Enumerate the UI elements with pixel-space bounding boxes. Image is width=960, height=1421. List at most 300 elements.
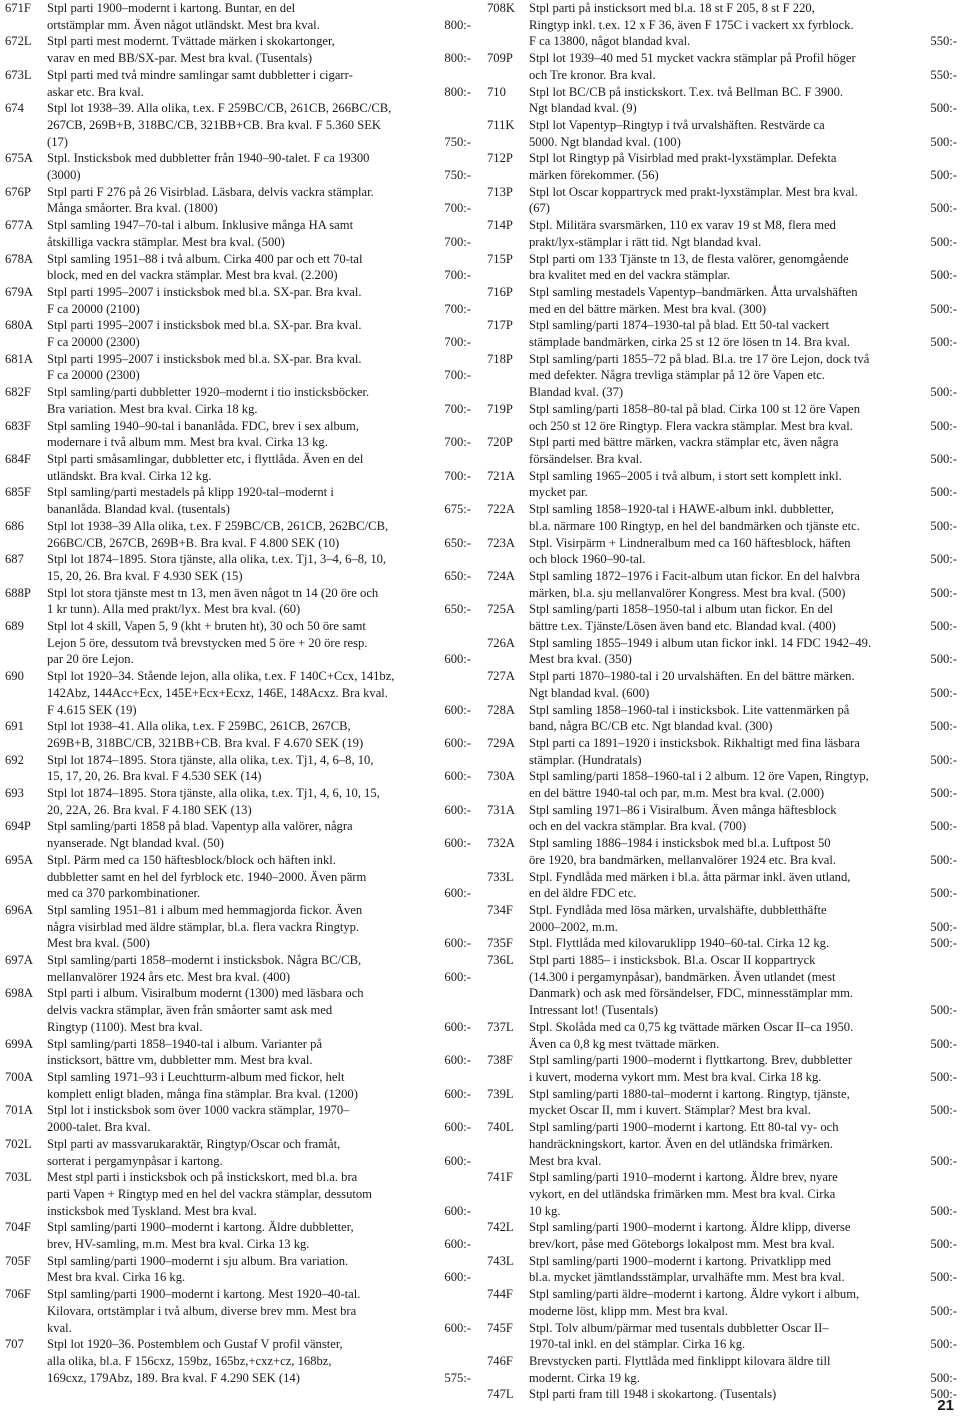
lot-entry	[487, 702, 957, 735]
lot-description	[47, 1253, 471, 1286]
lot-text: Stpl samling 1940–90-tal i bananlåda. FDC, brev i sex album,	[47, 418, 360, 433]
lot-line	[47, 985, 471, 1002]
lot-line	[47, 702, 471, 719]
lot-entry	[5, 518, 471, 551]
lot-description	[47, 317, 471, 350]
lot-number: 735F	[487, 936, 513, 951]
lot-line	[47, 1219, 471, 1236]
lot-description	[47, 184, 471, 217]
lot-line	[529, 651, 957, 668]
lot-price: 700:-	[444, 268, 471, 283]
left-column	[5, 0, 471, 1386]
lot-line	[529, 668, 957, 685]
lot-number: 726A	[487, 635, 515, 650]
lot-number: 737L	[487, 1019, 514, 1034]
lot-description	[529, 1219, 957, 1252]
lot-text: Stpl parti ca 1891–1920 i insticksbok. Rikhaltigt med fina läsbara	[529, 735, 860, 750]
lot-number: 674	[5, 101, 24, 116]
lot-line	[529, 1052, 957, 1069]
lot-text: Stpl parti 1885– i insticksbok. Bl.a. Oscar II koppartryck	[529, 953, 816, 968]
lot-text: brev, HV-samling, m.m. Mest bra kval. Cirka 13 kg.	[47, 1237, 310, 1252]
lot-text: Stpl samling/parti 1900–modernt i flyttkartong. Brev, dubbletter	[529, 1053, 853, 1068]
lot-description	[47, 351, 471, 384]
lot-text: Stpl lot Vapentyp–Ringtyp i två urvalshäften. Restvärde ca	[529, 117, 825, 132]
lot-number: 708K	[487, 1, 515, 15]
lot-text: Även ca 0,8 kg mest tvättade märken.	[529, 1036, 720, 1051]
lot-text: F ca 13800, något blandad kval.	[529, 34, 691, 49]
lot-number: 680A	[5, 318, 33, 333]
lot-description	[47, 451, 471, 484]
lot-text: Stpl samling 1951–88 i två album. Cirka 400 par och ett 70-tal	[47, 251, 363, 266]
lot-line	[529, 835, 957, 852]
lot-description	[47, 150, 471, 183]
lot-line	[529, 418, 957, 435]
lot-text: i kuvert, moderna vykort mm. Mest bra kval. Cirka 18 kg.	[529, 1070, 822, 1084]
lot-price: 600:-	[444, 1086, 471, 1101]
lot-line	[47, 1269, 471, 1286]
lot-line	[529, 551, 957, 568]
lot-line	[529, 885, 957, 902]
lot-text: Stpl. Skolåda med ca 0,75 kg tvättade märken Oscar II–ca 1950.	[529, 1019, 854, 1034]
lot-line	[47, 969, 471, 986]
lot-number: 711K	[487, 117, 515, 132]
lot-text: med ca 370 parkombinationer.	[47, 886, 201, 901]
lot-number: 723A	[487, 535, 515, 550]
lot-entry	[487, 0, 957, 50]
lot-description	[529, 284, 957, 317]
lot-number: 731A	[487, 802, 515, 817]
lot-price: 500:-	[930, 1153, 957, 1168]
lot-price: 600:-	[444, 1019, 471, 1034]
lot-description	[529, 317, 957, 350]
lot-text: Bra variation. Mest bra kval. Cirka 18 kg.	[47, 401, 258, 416]
lot-price: 800:-	[444, 51, 471, 66]
lot-entry	[487, 1169, 957, 1219]
lot-description	[47, 1136, 471, 1169]
lot-price: 600:-	[444, 969, 471, 984]
lot-line	[529, 1019, 957, 1036]
lot-description	[529, 184, 957, 217]
lot-description	[47, 1286, 471, 1336]
lot-line	[529, 0, 957, 17]
lot-entry	[5, 284, 471, 317]
lot-number: 716P	[487, 284, 513, 299]
lot-number: 733L	[487, 869, 514, 884]
lot-text: Stpl. Militära svarsmärken, 110 ex varav 19 st M8, flera med	[529, 218, 836, 233]
lot-number: 682F	[5, 385, 31, 400]
lot-description	[529, 50, 957, 83]
lot-line	[47, 902, 471, 919]
lot-line	[47, 1353, 471, 1370]
lot-entry	[5, 33, 471, 66]
lot-number: 689	[5, 619, 24, 634]
lot-entry	[5, 217, 471, 250]
lot-description	[47, 251, 471, 284]
lot-price: 500:-	[930, 1103, 957, 1118]
lot-text: Stpl samling 1855–1949 i album utan fickor inkl. 14 FDC 1942–49.	[529, 635, 872, 650]
lot-line	[47, 685, 471, 702]
lot-text: Ngt blandad kval. (600)	[529, 685, 650, 700]
lot-number: 695A	[5, 852, 33, 867]
lot-line	[47, 33, 471, 50]
lot-entry	[5, 351, 471, 384]
lot-entry	[5, 985, 471, 1035]
lot-number: 694P	[5, 819, 31, 834]
lot-price: 600:-	[444, 1120, 471, 1135]
lot-number: 707	[5, 1337, 24, 1352]
lot-line	[47, 0, 471, 17]
lot-entry	[5, 1336, 471, 1386]
lot-text: Stpl samling 1886–1984 i insticksbok med bl.a. Luftpost 50	[529, 836, 831, 851]
lot-number: 712P	[487, 151, 513, 166]
lot-text: 142Abz, 144Acc+Ecx, 145E+Ecx+Ecxz, 146E, 148Acxz. Bra kval.	[47, 685, 388, 700]
lot-text: Danmark) och ask med försändelser, FDC, minnesstämplar mm.	[529, 986, 854, 1001]
lot-description	[529, 1320, 957, 1353]
lot-text: dubbletter samt en hel del fyrblock etc. 1940–2000. Även pärm	[47, 869, 367, 884]
lot-price: 500:-	[930, 418, 957, 433]
lot-number: 715P	[487, 251, 513, 266]
lot-line	[529, 334, 957, 351]
lot-line	[47, 768, 471, 785]
lot-number: 698A	[5, 986, 33, 1001]
lot-line	[529, 718, 957, 735]
lot-text: Stpl parti småsamlingar, dubbletter etc, i flyttlåda. Även en del	[47, 451, 364, 466]
lot-text: Stpl samling/parti 1900–modernt i sju album. Bra variation.	[47, 1253, 349, 1268]
lot-number: 700A	[5, 1070, 33, 1084]
lot-text: F ca 20000 (2300)	[47, 335, 140, 350]
lot-line	[529, 33, 957, 50]
lot-text: mycket Oscar II, mm i kuvert. Stämplar? Mest bra kval.	[529, 1103, 811, 1118]
lot-text: Stpl parti 1995–2007 i insticksbok med bl.a. SX-par. Bra kval.	[47, 284, 362, 299]
lot-description	[529, 1353, 957, 1386]
lot-entry	[487, 117, 957, 150]
lot-text: modernare i två album mm. Mest bra kval. Cirka 13 kg.	[47, 435, 328, 450]
lot-text: 267CB, 269B+B, 318BC/CB, 321BB+CB. Bra kval. F 5.360 SEK	[47, 117, 381, 132]
lot-entry	[5, 852, 471, 902]
lot-number: 687	[5, 552, 24, 567]
lot-text: Stpl parti fram till 1948 i skokartong. (Tusentals)	[529, 1387, 777, 1402]
lot-entry	[5, 1102, 471, 1135]
lot-text: en del äldre FDC etc.	[529, 886, 637, 901]
lot-description	[529, 1286, 957, 1319]
lot-entry	[5, 1036, 471, 1069]
lot-entry	[487, 835, 957, 868]
lot-line	[529, 1186, 957, 1203]
lot-text: 2000-talet. Bra kval.	[47, 1120, 151, 1135]
lot-line	[47, 518, 471, 535]
lot-price: 750:-	[444, 168, 471, 183]
lot-entry	[487, 668, 957, 701]
lot-text: (67)	[529, 201, 550, 216]
lot-line	[47, 1119, 471, 1136]
lot-entry	[5, 317, 471, 350]
lot-line	[47, 1136, 471, 1153]
lot-line	[529, 234, 957, 251]
lot-description	[529, 535, 957, 568]
lot-entry	[487, 601, 957, 634]
lot-number: 686	[5, 518, 24, 533]
lot-description	[529, 1086, 957, 1119]
lot-text: askar etc. Bra kval.	[47, 84, 144, 99]
lot-description	[529, 702, 957, 735]
lot-description	[529, 601, 957, 634]
lot-description	[529, 1169, 957, 1219]
lot-text: Stpl lot 1939–40 med 51 mycket vackra stämplar på Profil höger	[529, 51, 856, 66]
lot-entry	[487, 568, 957, 601]
lot-description	[529, 668, 957, 701]
lot-price: 500:-	[930, 786, 957, 801]
lot-number: 727A	[487, 669, 515, 684]
lot-number: 684F	[5, 451, 31, 466]
lot-text: Stpl. Insticksbok med dubbletter från 1940–90-talet. F ca 19300	[47, 151, 370, 166]
lot-text: block, med en del vackra stämplar. Mest bra kval. (2.200)	[47, 268, 338, 283]
lot-price: 500:-	[930, 1003, 957, 1018]
lot-price: 500:-	[930, 234, 957, 249]
lot-number: 692	[5, 752, 24, 767]
lot-number: 679A	[5, 284, 33, 299]
lot-entry	[5, 150, 471, 183]
lot-price: 700:-	[444, 435, 471, 450]
lot-text: par 20 öre Lejon.	[47, 652, 134, 667]
lot-number: 703L	[5, 1170, 32, 1185]
lot-price: 600:-	[444, 1237, 471, 1252]
lot-text: kval.	[47, 1320, 72, 1335]
lot-text: Lejon 5 öre, dessutom två brevstycken med 5 öre + 20 öre resp.	[47, 635, 368, 650]
lot-line	[529, 217, 957, 234]
lot-description	[529, 935, 957, 952]
lot-text: 266BC/CB, 267CB, 269B+B. Bra kval. F 4.800 SEK (10)	[47, 535, 340, 550]
lot-price: 700:-	[444, 401, 471, 416]
lot-number: 671F	[5, 1, 31, 15]
lot-entry	[5, 551, 471, 584]
lot-entry	[5, 785, 471, 818]
lot-price: 700:-	[444, 468, 471, 483]
lot-text: Stpl parti 1995–2007 i insticksbok med bl.a. SX-par. Bra kval.	[47, 351, 362, 366]
lot-line	[529, 735, 957, 752]
lot-description	[47, 484, 471, 517]
lot-price: 650:-	[444, 602, 471, 617]
lot-text: Stpl samling/parti 1874–1930-tal på blad. Ett 50-tal vackert	[529, 318, 830, 333]
page-number: 21	[937, 1397, 954, 1414]
lot-description	[529, 117, 957, 150]
lot-text: mycket par.	[529, 485, 588, 500]
lot-line	[529, 184, 957, 201]
lot-text: insticksbok med Tyskland. Mest bra kval.	[47, 1203, 257, 1218]
lot-text: Stpl samling/parti 1900–modernt i kartong. Privatklipp med	[529, 1253, 831, 1268]
lot-price: 800:-	[444, 17, 471, 32]
lot-description	[47, 985, 471, 1035]
lot-text: Stpl samling/parti 1858–modernt i insticksbok. Några BC/CB,	[47, 953, 362, 968]
lot-text: mellanvalörer 1924 års etc. Mest bra kval. (400)	[47, 969, 291, 984]
lot-line	[529, 618, 957, 635]
lot-line	[529, 117, 957, 134]
lot-number: 710	[487, 84, 506, 99]
lot-number: 747L	[487, 1387, 514, 1402]
lot-line	[529, 1169, 957, 1186]
lot-line	[529, 1036, 957, 1053]
lot-number: 673L	[5, 67, 32, 82]
lot-line	[529, 1153, 957, 1170]
lot-text: band, några BC/CB etc. Ngt blandad kval. (300)	[529, 719, 773, 734]
lot-entry	[5, 1286, 471, 1336]
lot-number: 744F	[487, 1287, 513, 1302]
lot-line	[47, 1236, 471, 1253]
lot-line	[529, 535, 957, 552]
lot-line	[529, 484, 957, 501]
lot-text: och Tre kronor. Bra kval.	[529, 67, 656, 82]
lot-text: moderne löst, klipp mm. Mest bra kval.	[529, 1303, 729, 1318]
lot-number: 722A	[487, 502, 515, 517]
lot-line	[47, 668, 471, 685]
lot-description	[529, 635, 957, 668]
lot-description	[47, 1069, 471, 1102]
lot-price: 500:-	[930, 685, 957, 700]
lot-line	[529, 1203, 957, 1220]
lot-text: sorterat i pergamynpåsar i kartong.	[47, 1153, 223, 1168]
lot-entry	[487, 1253, 957, 1286]
lot-description	[529, 568, 957, 601]
lot-line	[529, 969, 957, 986]
lot-entry	[5, 718, 471, 751]
lot-price: 800:-	[444, 84, 471, 99]
lot-number: 693	[5, 786, 24, 801]
lot-description	[47, 100, 471, 150]
lot-price: 600:-	[444, 769, 471, 784]
lot-description	[529, 217, 957, 250]
lot-number: 678A	[5, 251, 33, 266]
lot-price: 500:-	[930, 1237, 957, 1252]
lot-text: komplett enligt bladen, många fina stämplar. Bra kval. (1200)	[47, 1086, 358, 1101]
lot-line	[529, 434, 957, 451]
lot-line	[47, 1002, 471, 1019]
lot-price: 500:-	[930, 451, 957, 466]
lot-text: modernt. Cirka 19 kg.	[529, 1370, 640, 1385]
lot-text: Stpl samling 1971–86 i Visiralbum. Även många häftesblock	[529, 802, 837, 817]
lot-line	[47, 935, 471, 952]
lot-text: Stpl samling 1858–1960-tal i insticksbok. Lite vattenmärken på	[529, 702, 850, 717]
lot-price: 500:-	[930, 1387, 957, 1402]
lot-description	[47, 618, 471, 668]
lot-line	[47, 752, 471, 769]
lot-text: Stpl samling/parti mestadels på klipp 1920-tal–modernt i	[47, 485, 334, 500]
lot-text: och en del vackra stämplar. Bra kval. (700)	[529, 819, 747, 834]
lot-text: bättre t.ex. Tjänste/Lösen även band etc. Blandad kval. (400)	[529, 619, 836, 634]
lot-line	[47, 1286, 471, 1303]
lot-text: Stpl parti 1870–1980-tal i 20 urvalshäften. En del bättre märken.	[529, 669, 855, 684]
lot-description	[529, 802, 957, 835]
lot-entry	[487, 184, 957, 217]
lot-text: Stpl lot 1874–1895. Stora tjänste, alla olika, t.ex. Tj1, 4, 6–8, 10,	[47, 752, 374, 767]
lot-number: 719P	[487, 401, 513, 416]
lot-price: 700:-	[444, 368, 471, 383]
lot-text: Stpl lot 1920–34. Stående lejon, alla olika, t.ex. F 140C+Ccx, 141bz,	[47, 669, 395, 684]
lot-entry	[5, 752, 471, 785]
lot-number: 701A	[5, 1103, 33, 1118]
lot-text: Stpl parti av massvarukaraktär, Ringtyp/Oscar och framåt,	[47, 1136, 341, 1151]
lot-text: parti Vapen + Ringtyp med en hel del vackra stämplar, dessutom	[47, 1186, 372, 1201]
lot-price: 500:-	[930, 301, 957, 316]
lot-text: Stpl lot 1874–1895. Stora tjänste, alla olika, t.ex. Tj1, 4, 6, 10, 15,	[47, 786, 380, 801]
lot-text: Stpl. Visirpärm + Lindneralbum med ca 160 häftesblock, häften	[529, 535, 851, 550]
lot-price: 500:-	[930, 485, 957, 500]
lot-line	[47, 1036, 471, 1053]
lot-text: varav en med BB/SX-par. Mest bra kval. (Tusentals)	[47, 51, 313, 66]
lot-line	[529, 768, 957, 785]
lot-text: Mest bra kval.	[529, 1153, 602, 1168]
lot-list-left	[5, 0, 471, 1386]
lot-description	[529, 84, 957, 117]
lot-line	[529, 601, 957, 618]
lot-line	[47, 568, 471, 585]
lot-line	[529, 518, 957, 535]
lot-number: 699A	[5, 1036, 33, 1051]
lot-description	[47, 217, 471, 250]
lot-text: och 250 st 12 öre Ringtyp. Flera vackra stämplar. Mest bra kval.	[529, 418, 853, 433]
lot-price: 650:-	[444, 535, 471, 550]
lot-text: bananlåda. Blandad kval. (tusentals)	[47, 502, 230, 517]
lot-line	[529, 150, 957, 167]
lot-line	[529, 585, 957, 602]
lot-price: 600:-	[444, 1053, 471, 1068]
lot-number: 688P	[5, 585, 31, 600]
lot-text: stämplade bandmärken, cirka 25 st 12 öre lösen tn 14. Bra kval.	[529, 335, 851, 350]
lot-price: 500:-	[930, 619, 957, 634]
lot-text: Ringtyp (1100). Mest bra kval.	[47, 1019, 203, 1034]
lot-entry	[487, 768, 957, 801]
lot-number: 713P	[487, 184, 513, 199]
lot-description	[47, 785, 471, 818]
lot-text: Stpl lot stora tjänste mest tn 13, men även något tn 14 (20 öre och	[47, 585, 379, 600]
lot-line	[47, 1203, 471, 1220]
lot-line	[529, 1236, 957, 1253]
lot-number: 717P	[487, 318, 513, 333]
lot-line	[47, 885, 471, 902]
lot-description	[47, 818, 471, 851]
lot-description	[47, 952, 471, 985]
lot-price: 500:-	[930, 819, 957, 834]
lot-line	[47, 384, 471, 401]
lot-line	[529, 317, 957, 334]
lot-line	[47, 1336, 471, 1353]
lot-text: Stpl parti om 133 Tjänste tn 13, de flesta valörer, genomgående	[529, 251, 849, 266]
lot-line	[529, 1353, 957, 1370]
lot-line	[529, 1269, 957, 1286]
lot-line	[47, 1253, 471, 1270]
lot-description	[529, 1386, 957, 1403]
lot-line	[47, 351, 471, 368]
lot-text: Mest bra kval. Cirka 16 kg.	[47, 1270, 186, 1285]
lot-line	[529, 1102, 957, 1119]
lot-description	[47, 585, 471, 618]
lot-line	[529, 1069, 957, 1086]
lot-entry	[487, 1386, 957, 1403]
lot-text: Stpl samling/parti 1855–72 på blad. Bl.a. tre 17 öre Lejon, dock två	[529, 351, 870, 366]
lot-line	[47, 1019, 471, 1036]
lot-description	[529, 501, 957, 534]
lot-number: 729A	[487, 735, 515, 750]
lot-text: försändelser. Bra kval.	[529, 451, 643, 466]
lot-line	[47, 401, 471, 418]
lot-description	[529, 952, 957, 1019]
lot-description	[47, 668, 471, 718]
lot-description	[47, 551, 471, 584]
lot-text: Stpl samling 1965–2005 i två album, i stort sett komplett inkl.	[529, 468, 842, 483]
lot-text: Mest bra kval. (500)	[47, 936, 150, 951]
lot-description	[529, 1052, 957, 1085]
lot-text: åtskilliga vackra stämplar. Mest bra kval. (500)	[47, 234, 285, 249]
lot-price: 500:-	[930, 919, 957, 934]
lot-description	[47, 1219, 471, 1252]
